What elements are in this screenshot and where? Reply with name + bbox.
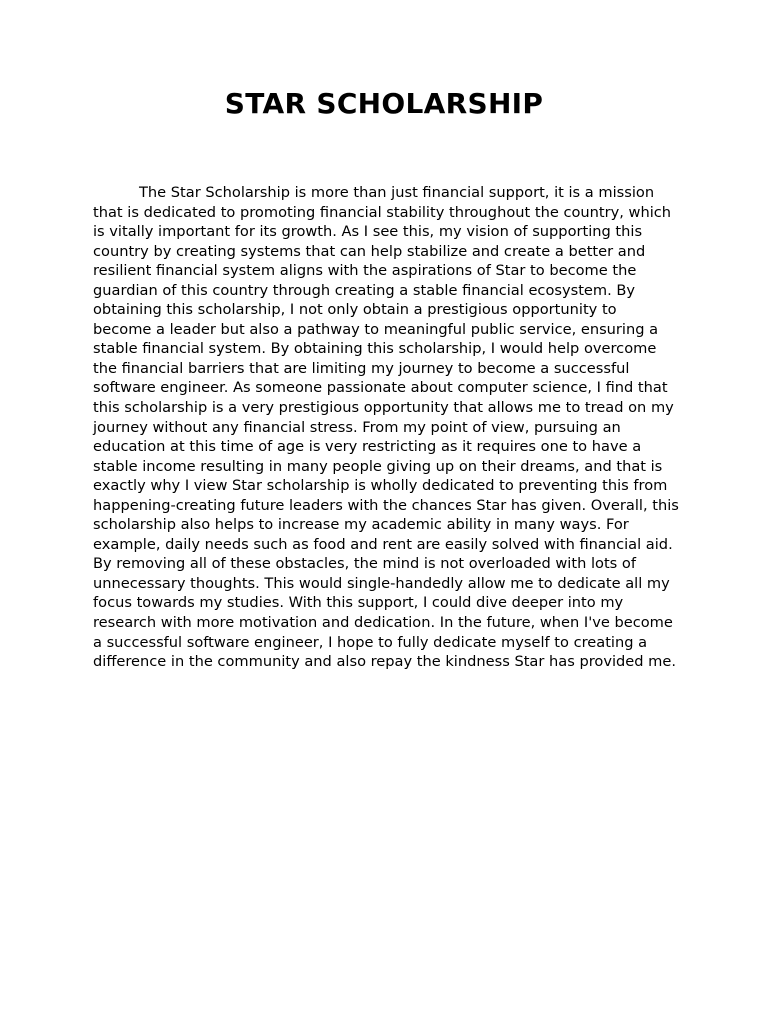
document-title: STAR SCHOLARSHIP bbox=[224, 87, 544, 120]
body-paragraph: The Star Scholarship is more than just financial support, it is a mission that is dedicated to promoting financial stability throughout the country, which is vitally important for its growth. As I see this, my vision of supporting this country by creating systems that can help stabilize and create a better and resilient financial system aligns with the aspirations of Star to become the guardian of this country through creating a stable financial ecosystem. By obtaining this scholarship, I not only obtain a prestigious opportunity to become a leader but also a pathway to meaningful public service, ensuring a stable financial system. By obtaining this scholarship, I would help overcome the financial barriers that are limiting my journey to become a successful software engineer. As someone passionate about computer science, I find that this scholarship is a very prestigious opportunity that allows me to tread on my journey without any financial stress. From my point of view, pursuing an education at this time of age is very restricting as it requires one to have a stable income resulting in many people giving up on their dreams, and that is exactly why I view Star scholarship is wholly dedicated to preventing this from happening-creating future leaders with the chances Star has given. Overall, this scholarship also helps to increase my academic ability in many ways. For example, daily needs such as food and rent are easily solved with financial aid. By removing all of these obstacles, the mind is not overloaded with lots of unnecessary thoughts. This would single-handedly allow me to dedicate all my focus towards my studies. With this support, I could dive deeper into my research with more motivation and dedication. In the future, when I've become a successful software engineer, I hope to fully dedicate myself to creating a difference in the community and also repay the kindness Star has provided me. bbox=[93, 184, 679, 671]
